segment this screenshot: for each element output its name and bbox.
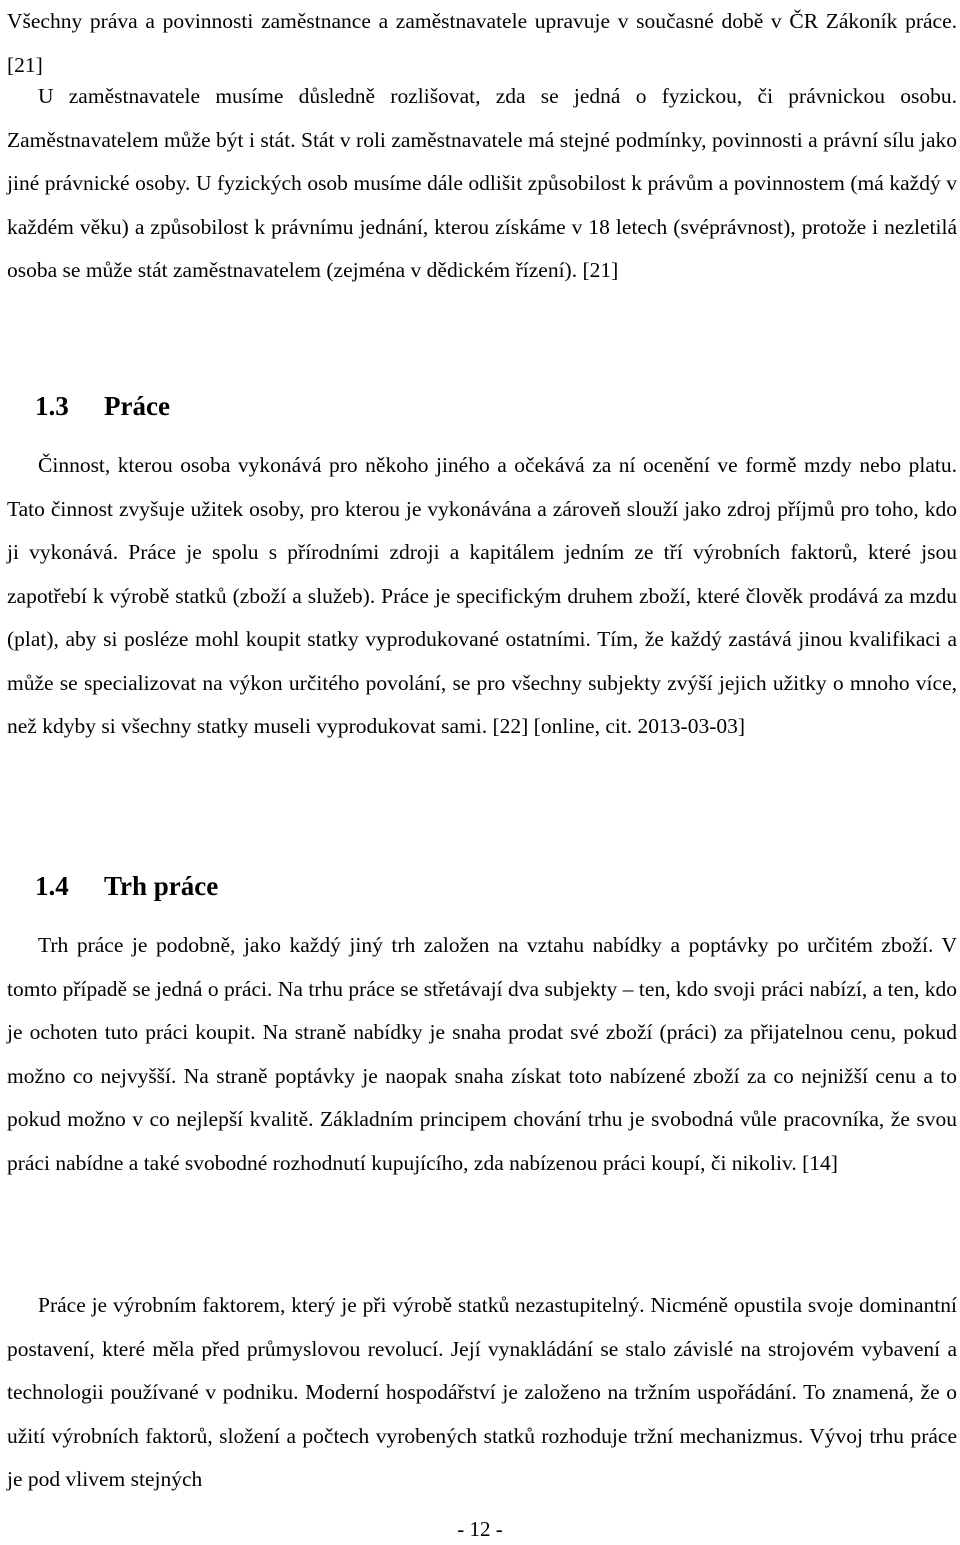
paragraph-employer: U zaměstnavatele musíme důsledně rozlišovat, zda se jedná o fyzickou, či právnickou osobu. Zaměstnavatelem může být i stát. Stát v roli zaměstnavatele má stejné podmínky, povinnosti a právní sílu jako jiné právnické osoby. U fyzických osob musíme dále odlišit způsobilost k právům a povinnostem (má každý v každém věku) a způsobilost k právnímu jednání, kterou získáme v 18 letech (svéprávnost), protože i nezletilá osoba se může stát zaměstnavatelem (zejména v dědickém řízení). [21]: [7, 84, 957, 282]
heading-1-3-number: 1.3: [35, 391, 69, 421]
heading-1-4-title: Trh práce: [104, 871, 219, 901]
paragraph-work: Činnost, kterou osoba vykonává pro někoho jiného a očekává za ní ocenění ve formě mzdy nebo platu. Tato činnost zvyšuje užitek osoby, pro kterou je vykonávána a zároveň slouží jako zdroj příjmů pro toho, kdo ji vykonává. Práce je spolu s přírodními zdroji a kapitálem jedním ze tří výrobních faktorů, které jsou zapotřebí k výrobě statků (zboží a služeb). Práce je specifickým druhem zboží, které člověk prodává za mzdu (plat), aby si posléze mohl koupit statky vyprodukované ostatními. Tím, že každý zastává jinou kvalifikaci a může se specializovat na výkon určitého povolání, se pro všechny subjekty zvýší jejich užitky o mnoho více, než kdyby si všechny statky museli vyprodukovat sami. [22] [online, cit. 2013-03-03]: [7, 453, 957, 738]
heading-1-3: [7, 389, 170, 423]
heading-1-4-number: 1.4: [35, 871, 69, 901]
paragraph-labor-market: Trh práce je podobně, jako každý jiný trh založen na vztahu nabídky a poptávky po určitém zboží. V tomto případě se jedná o práci. Na trhu práce se střetávají dva subjekty – ten, kdo svoji práci nabízí, a ten, kdo je ochoten tuto práci koupit. Na straně nabídky je snaha prodat své zboží (práci) za přijatelnou cenu, pokud možno co nejvyšší. Na straně poptávky je naopak snaha získat toto nabízené zboží za co nejnižší cenu a to pokud možno v co nejlepší kvalitě. Základním principem chování trhu je svobodná vůle pracovníka, že svou práci nabídne a také svobodné rozhodnutí kupujícího, zda nabízenou práci koupí, či nikoliv. [14]: [7, 933, 957, 1175]
paragraph-labor-code: Všechny práva a povinnosti zaměstnance a zaměstnavatele upravuje v současné době v ČR Zákoník práce. [21]: [7, 9, 957, 77]
heading-1-4: [7, 869, 218, 903]
paragraph-production-factor: Práce je výrobním faktorem, který je při výrobě statků nezastupitelný. Nicméně opustila svoje dominantní postavení, které měla před průmyslovou revolucí. Její vynakládání se stalo závislé na strojovém vybavení a technologii používané v podniku. Moderní hospodářství je založeno na tržním uspořádání. To znamená, že o užití výrobních faktorů, složení a počtech vyrobených statků rozhoduje tržní mechanizmus. Vývoj trhu práce je pod vlivem stejných: [7, 1293, 957, 1491]
heading-1-3-title: Práce: [104, 391, 170, 421]
page-number: - 12 -: [457, 1517, 503, 1541]
